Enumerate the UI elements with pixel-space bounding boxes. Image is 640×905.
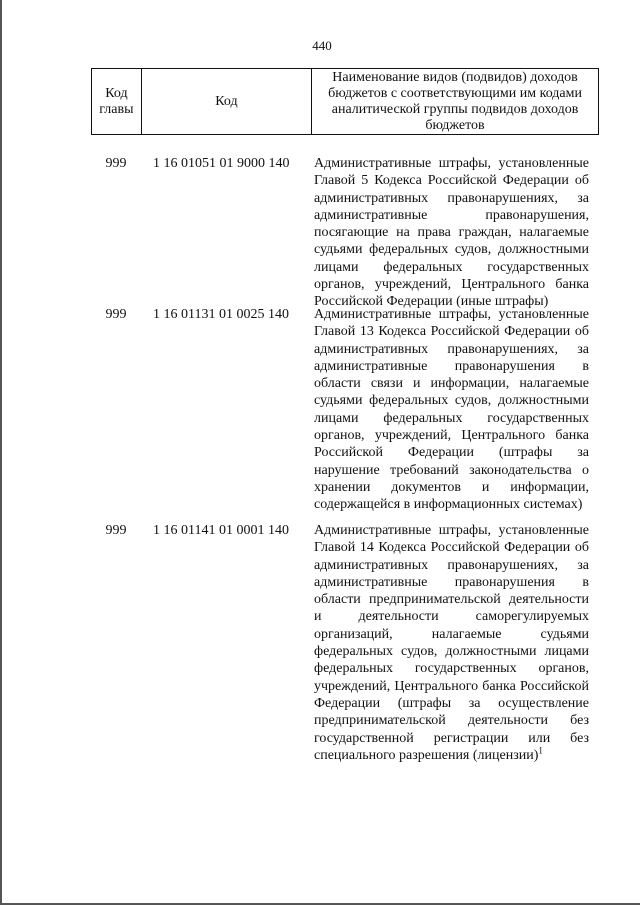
header-code: Код xyxy=(142,69,312,134)
row-name: Административные штрафы, установленные Главой 14 Кодекса Российской Федерации об административных правонарушениях, за административные правонарушения в области предпринимательской деятельности и деятельности саморегулируемых организаций, налагаемые судьями федеральных судов, должностными лицами федеральных государственных органов, учреждений, Центрального банка Российской Федерации (штрафы за осуществление предпринимательской деятельности без государственной регистрации или без специального разрешения (лицензии) xyxy=(314,523,589,763)
footnote-marker: 1 xyxy=(538,745,543,756)
row-code: 1 16 01141 01 0001 140 xyxy=(153,523,289,538)
row-chapter-code: 999 xyxy=(105,307,127,322)
header-name: Наименование видов (подвидов) доходов бюджетов с соответствующими им кодами аналитической группы подвидов доходов бюджетов xyxy=(328,69,582,133)
row-chapter-code: 999 xyxy=(105,523,127,538)
row-code: 1 16 01051 01 9000 140 xyxy=(153,156,290,171)
row-name: Административные штрафы, установленные Главой 5 Кодекса Российской Федерации об административных правонарушениях, за административные правонарушения, посягающие на права граждан, налагаемые судьями федеральных судов, должностными лицами федеральных государственных органов, учреждений, Центрального банка Российской Федерации (иные штрафы) xyxy=(314,156,589,310)
page-number: 440 xyxy=(312,38,332,53)
row-name-container xyxy=(314,522,589,764)
row-name: Административные штрафы, установленные Главой 13 Кодекса Российской Федерации об административных правонарушениях, за административные правонарушения в области связи и информации, налагаемые судьями федеральных судов, должностными лицами федеральных государственных органов, учреждений, Центрального банка Российской Федерации (штрафы за нарушение требований законодательства о хранении документов и информации, содержащейся в информационных системах) xyxy=(314,307,589,513)
header-chapter-code: Код главы xyxy=(92,69,142,134)
table-header xyxy=(91,68,599,135)
row-chapter-code: 999 xyxy=(105,156,127,171)
row-code: 1 16 01131 01 0025 140 xyxy=(153,307,289,322)
